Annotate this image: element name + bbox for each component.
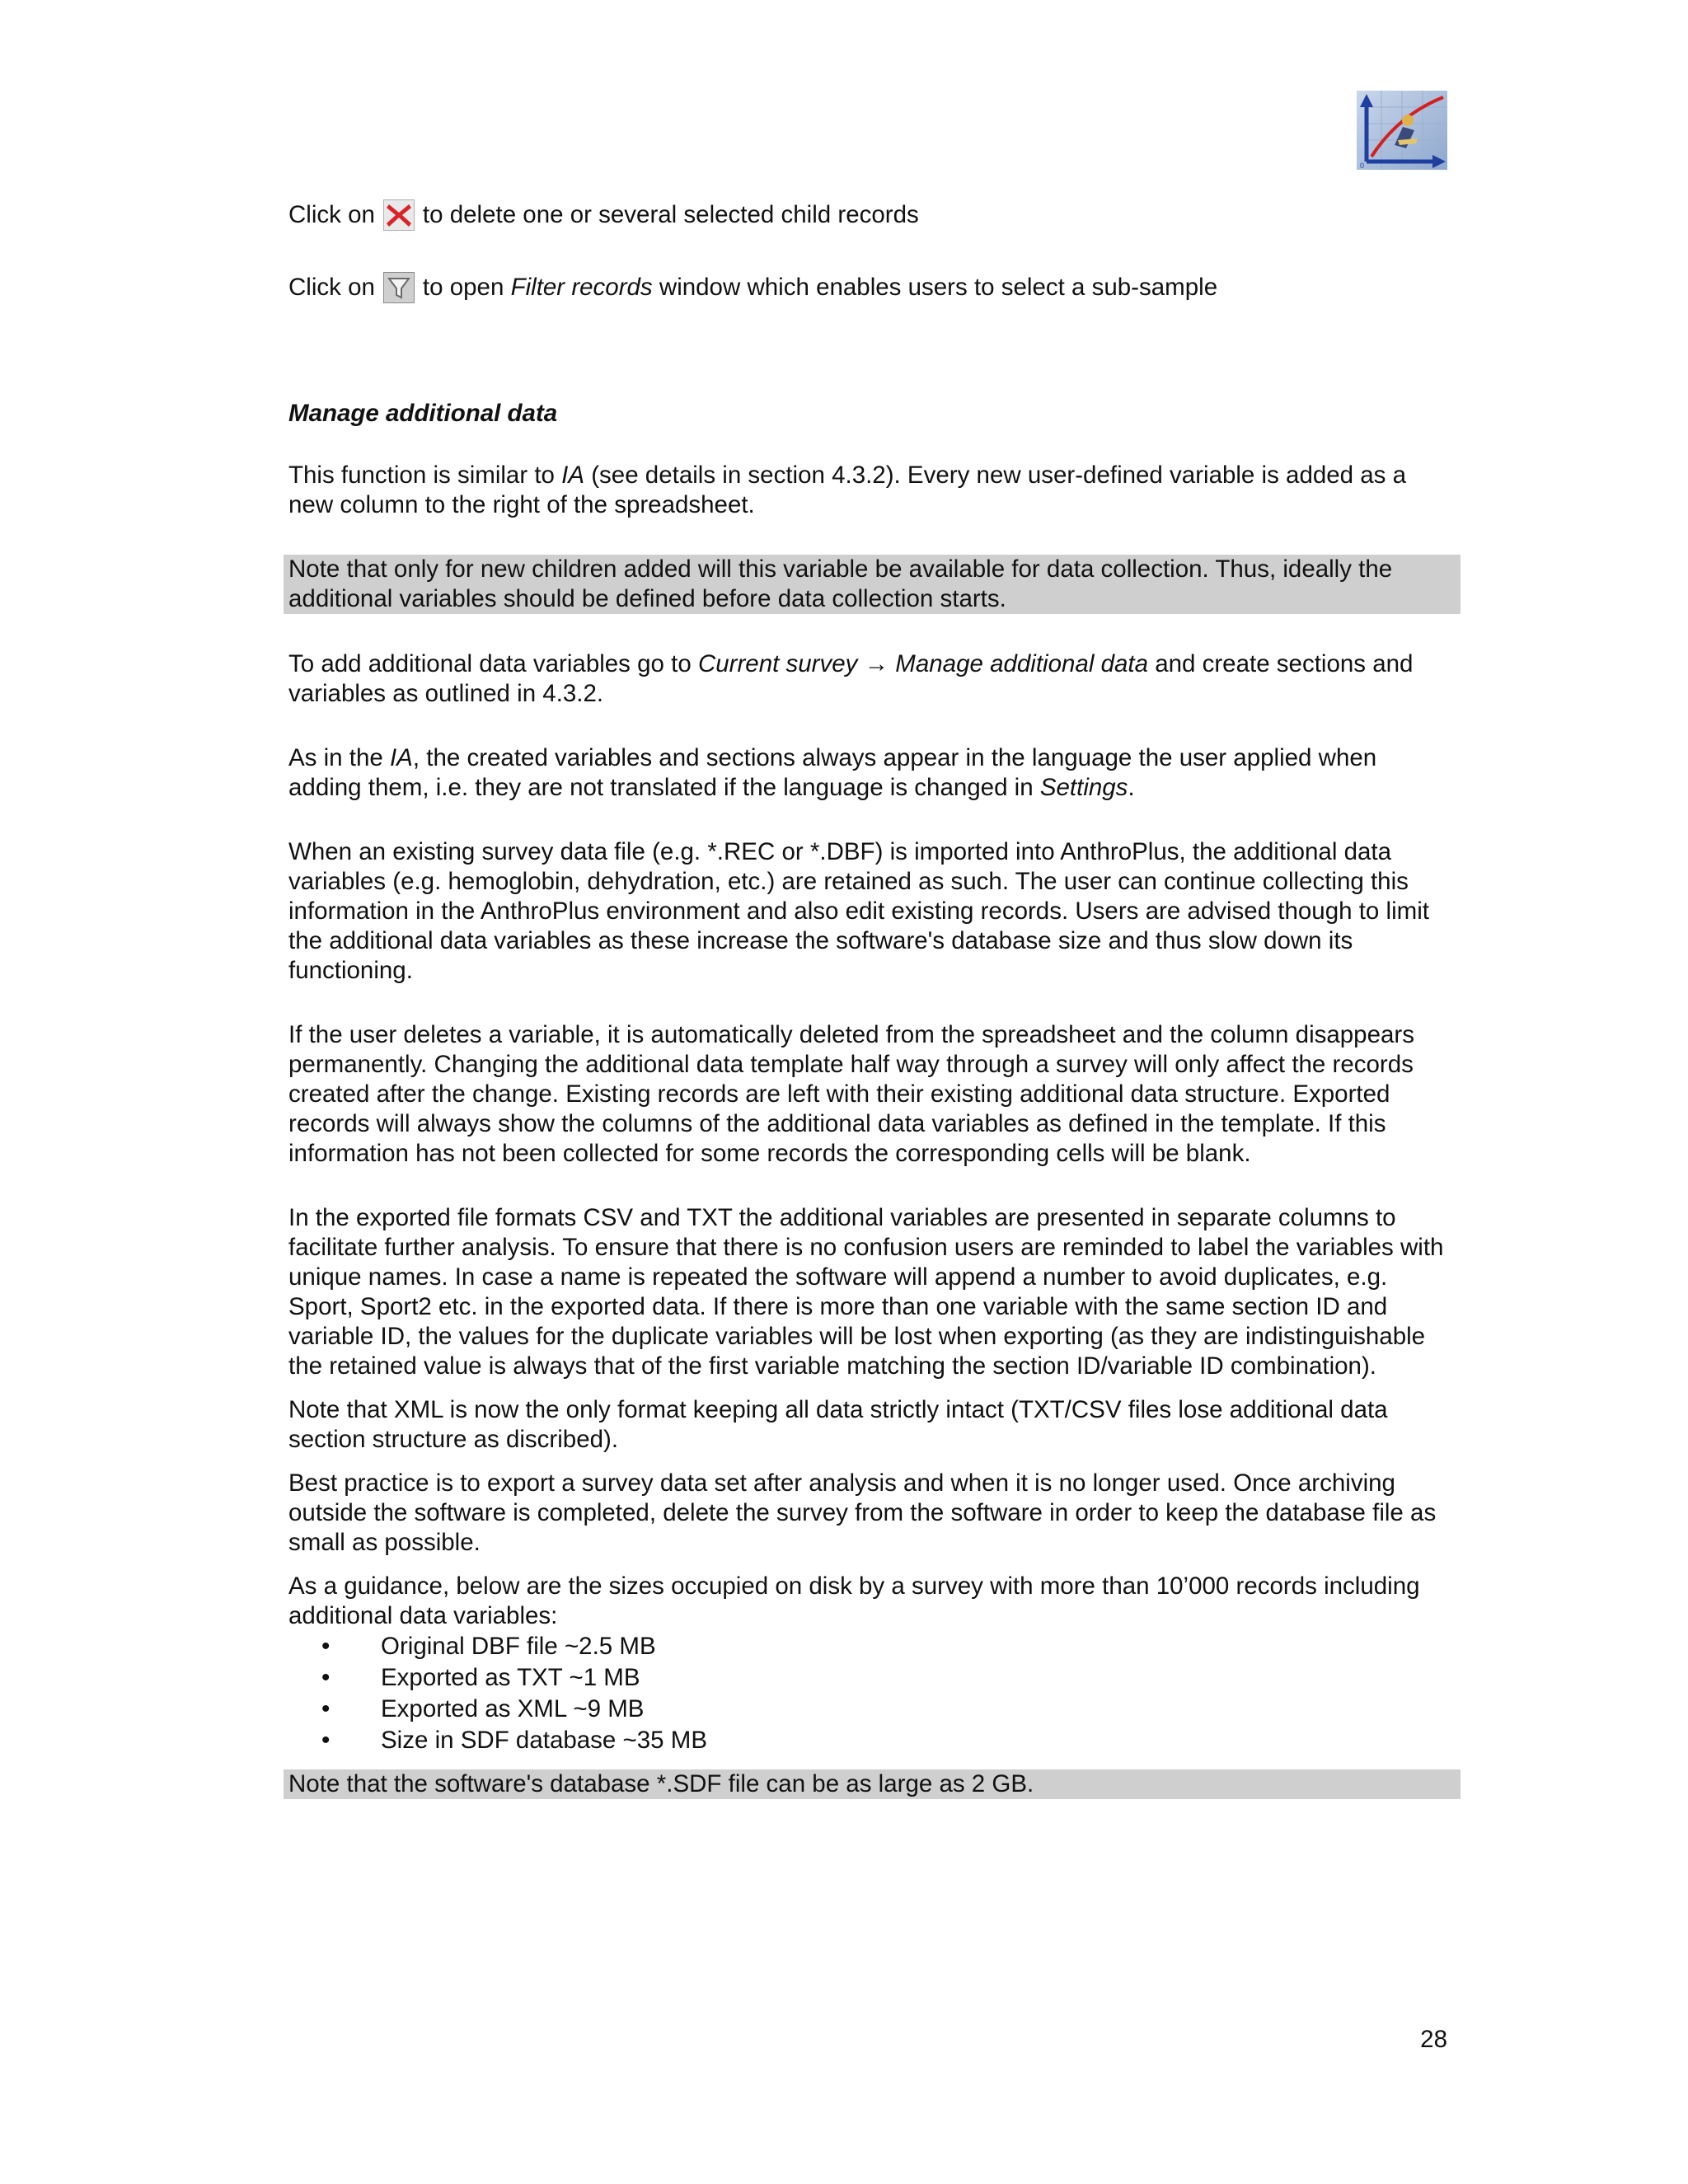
anthroplus-logo-icon	[1357, 91, 1447, 170]
paragraph-delete-variable: If the user deletes a variable, it is automatically deleted from the spreadsheet and the column disappears permanently. Changing the additional data template half way through a survey will only affect the records created after the change. Existing records are left with their existing additional data structure. Exported records will always show the columns of the additional data variables as defined in the template. If this information has not been collected for some records the corresponding cells will be blank.	[288, 1021, 1414, 1167]
delete-instruction-prefix: Click on	[288, 201, 375, 228]
list-item: • Size in SDF database ~35 MB	[288, 1725, 1456, 1756]
paragraph-language-e: .	[1128, 774, 1135, 801]
filter-funnel-icon	[383, 272, 415, 303]
page-number: 28	[1420, 2026, 1447, 2053]
paragraph-import: When an existing survey data file (e.g. *.REC or *.DBF) is imported into AnthroPlus, the additional data variables (e.g. hemoglobin, dehydration, etc.) are retained as such. The user can continue collecting this information in the AnthroPlus environment and also edit existing records. Users are advised though to limit the additional data variables as these increase the software's database size and thus slow down its functioning.	[288, 838, 1429, 984]
paragraph-xml-note: Note that XML is now the only format keeping all data strictly intact (TXT/CSV files lose additional data section structure as discribed).	[288, 1396, 1388, 1453]
svg-text:0: 0	[1360, 162, 1365, 170]
delete-red-x-icon	[383, 199, 415, 231]
paragraph-export-formats: In the exported file formats CSV and TXT the additional variables are presented in separate columns to facilitate further analysis. To ensure that there is no confusion users are reminded to label the variables with unique names. In case a name is repeated the software will append a number to avoid duplicates, e.g. Sport, Sport2 etc. in the exported data. If there is more than one variable with the same section ID and variable ID, the values for the duplicate variables will be lost when exporting (as they are indistinguishable the retained value is always that of the first variable matching the section ID/variable ID combination).	[288, 1204, 1444, 1380]
paragraph-best-practice: Best practice is to export a survey data set after analysis and when it is no longer used. Once archiving outside the software is completed, delete the survey from the software in order to keep the database file as small as possible.	[288, 1469, 1437, 1556]
list-item: • Original DBF file ~2.5 MB	[288, 1631, 1456, 1662]
filter-instruction-text-after: window which enables users to select a sub-sample	[659, 274, 1218, 301]
paragraph-language-ia: IA	[389, 744, 413, 771]
filter-instruction-text-before: to open	[422, 274, 504, 301]
filter-records-window-name: Filter records	[510, 274, 653, 301]
page-content	[288, 198, 1456, 1799]
paragraph-intro-c: (see details in section 4.3.2). Every new user-defined variable is added as a new column to the right of the spreadsheet.	[288, 462, 1407, 518]
section-heading: Manage additional data	[288, 400, 558, 427]
delete-instruction-suffix: to delete one or several selected child records	[422, 201, 919, 228]
paragraph-intro-ia: IA	[561, 462, 585, 489]
paragraph-add-variables-a: To add additional data variables go to	[288, 650, 698, 677]
paragraph-language-settings: Settings	[1039, 774, 1128, 801]
menu-path-manage-additional-data: Current survey → Manage additional data	[697, 650, 1148, 677]
paragraph-language-a: As in the	[288, 744, 390, 771]
size-list	[288, 1631, 1456, 1756]
note-highlight-database-size: Note that the software's database *.SDF file can be as large as 2 GB.	[284, 1769, 1461, 1799]
filter-instruction	[288, 270, 1456, 305]
paragraph-intro	[288, 461, 1456, 520]
filter-instruction-prefix: Click on	[288, 274, 375, 301]
paragraph-language-c: , the created variables and sections always appear in the language the user applied when adding them, i.e. they are not translated if the language is changed in	[288, 744, 1377, 801]
list-item: • Exported as TXT ~1 MB	[288, 1662, 1456, 1694]
paragraph-language	[288, 743, 1456, 803]
paragraph-add-variables-c: and create sections and variables as outlined in 4.3.2.	[288, 650, 1414, 707]
delete-instruction	[288, 198, 1456, 232]
paragraph-intro-a: This function is similar to	[288, 462, 562, 489]
note-highlight-variables: Note that only for new children added will this variable be available for data collection. Thus, ideally the additional variables should be defined before data collection starts.	[284, 555, 1461, 614]
paragraph-size-guidance: As a guidance, below are the sizes occupied on disk by a survey with more than 10’000 records including additional data variables:	[288, 1572, 1420, 1629]
list-item: • Exported as XML ~9 MB	[288, 1694, 1456, 1725]
paragraph-add-variables	[288, 649, 1456, 709]
